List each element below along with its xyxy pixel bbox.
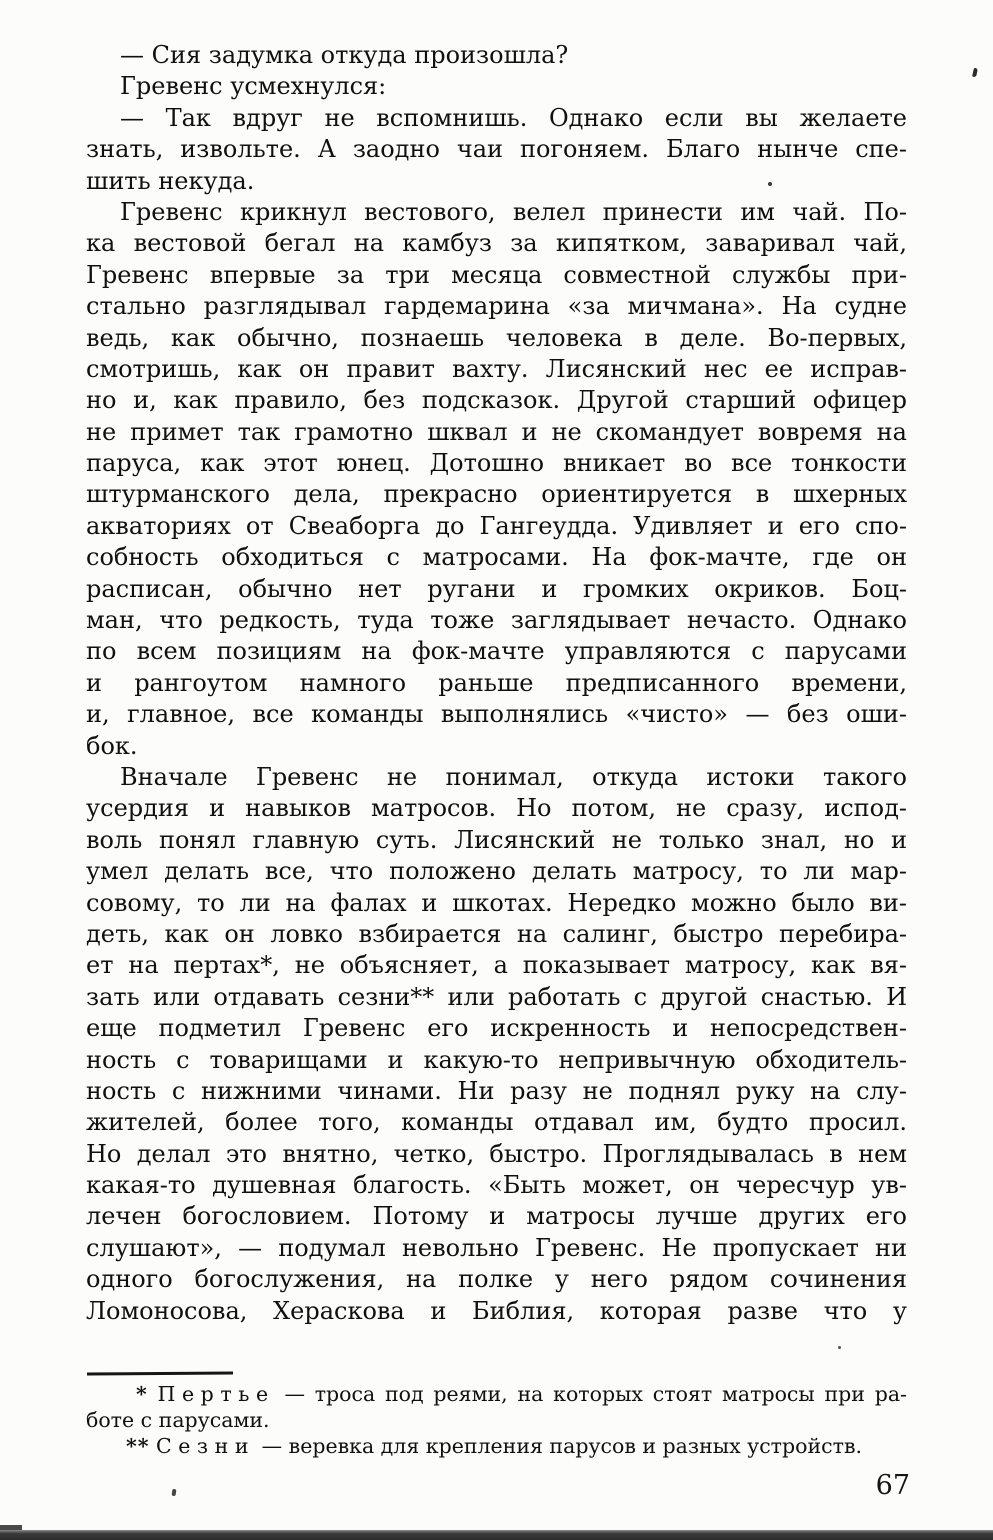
scan-artifact [768, 182, 772, 186]
text-line: Гревенс крикнул вестового, велел принести им чай. По- [120, 197, 907, 226]
text-line: и, главное, все команды выполнялись «чисто» — без оши- [86, 700, 907, 729]
text-line: шить некуда. [86, 166, 255, 195]
text-line: одного богослужения, на полке у него рядом сочинения [86, 1265, 907, 1294]
text-line: собность обходиться с матросами. На фок-мачте, где он [86, 543, 907, 572]
footnotes [86, 1381, 907, 1459]
text-line: Вначале Гревенс не понимал, откуда истоки такого [120, 762, 907, 791]
text-line: Но делал это внятно, четко, быстро. Проглядывалась в нем [86, 1139, 907, 1168]
text-line: акваториях от Свеаборга до Гангеудда. Удивляет и его спо- [86, 511, 907, 540]
text-line: но и, как правило, без подсказок. Другой старший офицер [86, 386, 907, 415]
text-line: ность с нижними чинами. Ни разу не поднял руку на слу- [86, 1076, 907, 1105]
text-line: бок. [86, 731, 138, 760]
text-line: еще подметил Гревенс его искренность и непосредствен- [86, 1014, 907, 1043]
text-line: штурманского дела, прекрасно ориентируется в шхерных [86, 480, 907, 509]
text-line: ка вестовой бегал на камбуз за кипятком, заваривал чай, [86, 229, 907, 258]
text-line: Гревенс усмехнулся: [120, 72, 387, 101]
footnote-marker: ** [126, 1434, 150, 1458]
text-line: — Сия задумка откуда произошла? [120, 41, 569, 69]
text-line: стально разглядывал гардемарина «за мичмана». На судне [86, 292, 907, 321]
text-line: жителей, более того, команды отдавал им, будто просил. [86, 1108, 907, 1137]
text-line: — Так вдруг не вспомнишь. Однако если вы желаете [120, 103, 907, 132]
footnote-term: Сезни [155, 1434, 256, 1458]
footnote-separator [87, 1371, 233, 1375]
text-line: деть, как он ловко взбирается на салинг, быстро перебира- [86, 919, 907, 948]
text-line: ман, что редкость, туда тоже заглядывает нечасто. Однако [86, 606, 907, 635]
scan-artifact [838, 1346, 841, 1349]
text-line: не примет так грамотно шквал и не скомандует вовремя на [86, 417, 907, 446]
text-line: по всем позициям на фок-мачте управляются с парусами [86, 637, 907, 666]
text-line: зать или отдавать сезни** или работать с другой снастью. И [86, 982, 907, 1011]
scan-artifact [172, 1489, 177, 1496]
text-line: ность с товарищами и какую-то непривычную обходитель- [86, 1045, 907, 1074]
footnote-line: боте с парусами. [86, 1408, 270, 1432]
text-line: воль понял главную суть. Лисянский не только знал, но и [86, 825, 907, 854]
text-line: Гревенс впервые за три месяца совместной службы при- [86, 260, 907, 289]
text-line: лечен богословием. Потому и матросы лучше других его [86, 1202, 907, 1231]
text-line: знать, извольте. А заодно чаи погоняем. Благо нынче спе- [86, 135, 907, 164]
text-line: слушают», — подумал невольно Гревенс. Не пропускает ни [86, 1233, 907, 1262]
body-text [86, 40, 907, 1327]
text-line: усердия и навыков матросов. Но потом, не сразу, испод- [86, 794, 907, 823]
text-line: ет на пертах*, не объясняет, а показывает матросу, как вя- [86, 951, 907, 980]
page-number: 67 [875, 1470, 910, 1501]
text-line: совому, то ли на фалах и шкотах. Нередко можно было ви- [86, 888, 907, 917]
text-line: ведь, как обычно, познаешь человека в деле. Во-первых, [86, 323, 907, 352]
text-line: расписан, обычно нет ругани и громких окриков. Боц- [86, 574, 907, 603]
footnote-text: — троса под реями, на которых стоят матросы при ра- [284, 1382, 907, 1406]
text-line: смотришь, как он правит вахту. Лисянский нес ее исправ- [86, 354, 907, 383]
scan-edge-artifact [0, 1530, 993, 1540]
footnote-text: — веревка для крепления парусов и разных устройств. [261, 1434, 863, 1458]
text-line: паруса, как этот юнец. Дотошно вникает во все тонкости [86, 449, 907, 478]
footnote-line [86, 1381, 907, 1407]
scan-artifact [972, 68, 978, 78]
footnote-marker: * [136, 1382, 148, 1406]
text-line: умел делать все, что положено делать матросу, то ли мар- [86, 857, 907, 886]
text-line: и рангоутом намного раньше предписанного времени, [86, 668, 907, 697]
text-line: Ломоносова, Хераскова и Библия, которая разве что у [86, 1296, 907, 1325]
footnote-line [86, 1433, 907, 1459]
footnote-term: Пертье [157, 1382, 275, 1406]
text-line: какая-то душевная благость. «Быть может, он чересчур ув- [86, 1171, 907, 1200]
